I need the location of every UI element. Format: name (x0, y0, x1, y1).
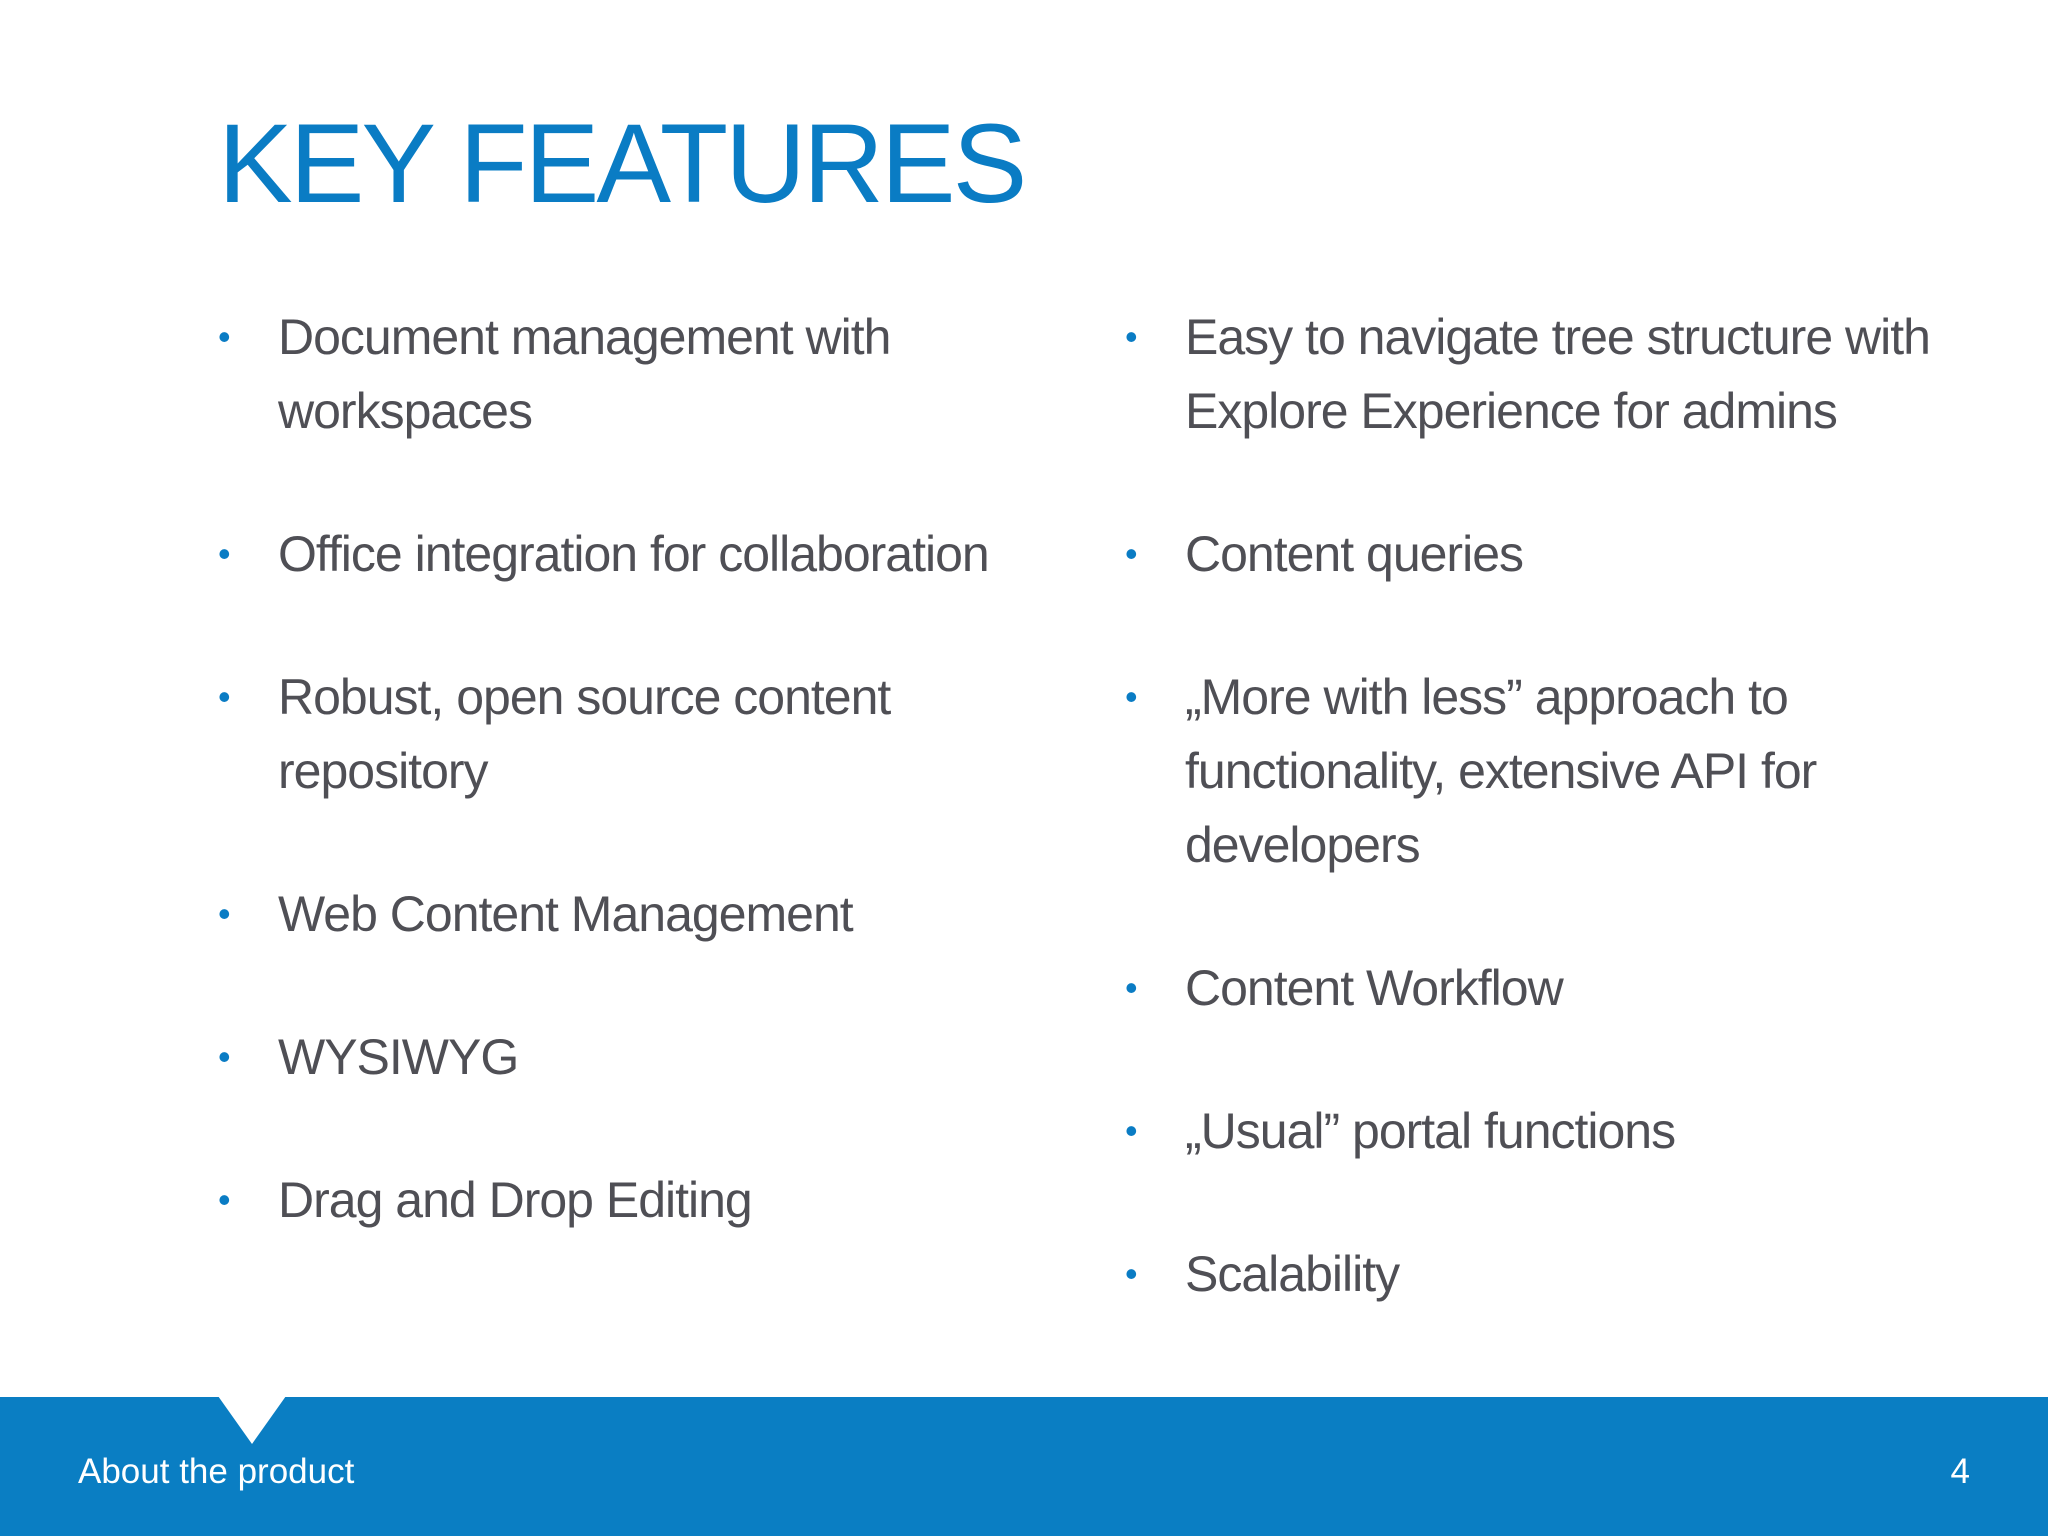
feature-text: Web Content Management (278, 886, 853, 942)
bullet-icon: • (218, 1179, 230, 1220)
bullet-icon: • (218, 1036, 230, 1077)
feature-text: WYSIWYG (278, 1029, 519, 1085)
feature-list-right (1125, 300, 2005, 1380)
feature-text: Content queries (1185, 526, 1524, 582)
page-number: 4 (1950, 1452, 1970, 1491)
bullet-icon: • (1125, 533, 1137, 574)
feature-text: Content Workflow (1185, 960, 1563, 1016)
list-item (1125, 517, 2005, 591)
bullet-icon: • (218, 533, 230, 574)
list-item (1125, 1237, 2005, 1311)
bullet-icon: • (1125, 967, 1137, 1008)
list-item (218, 1163, 1068, 1237)
feature-text: Scalability (1185, 1246, 1400, 1302)
feature-text: „More with less” approach to functionality, extensive API for developers (1185, 669, 1817, 873)
feature-text: „Usual” portal functions (1185, 1103, 1676, 1159)
bullet-icon: • (1125, 316, 1137, 357)
bullet-icon: • (1125, 1253, 1137, 1294)
bullet-icon: • (218, 893, 230, 934)
feature-text: Drag and Drop Editing (278, 1172, 752, 1228)
feature-text: Easy to navigate tree structure with Explore Experience for admins (1185, 309, 1930, 439)
footer-section-label: About the product (78, 1452, 355, 1491)
list-item (218, 660, 1068, 808)
bullet-icon: • (1125, 1110, 1137, 1151)
feature-list-left (218, 300, 1068, 1306)
bullet-icon: • (218, 676, 230, 717)
feature-text: Office integration for collaboration (278, 526, 989, 582)
list-item (1125, 951, 2005, 1025)
list-item (218, 1020, 1068, 1094)
list-item (218, 517, 1068, 591)
list-item (1125, 660, 2005, 882)
list-item (218, 877, 1068, 951)
feature-text: Document management with workspaces (278, 309, 891, 439)
list-item (218, 300, 1068, 448)
list-item (1125, 300, 2005, 448)
feature-text: Robust, open source content repository (278, 669, 891, 799)
list-item (1125, 1094, 2005, 1168)
slide-title: KEY FEATURES (218, 101, 1025, 226)
bullet-icon: • (1125, 676, 1137, 717)
footer-notch-icon (218, 1396, 286, 1444)
bullet-icon: • (218, 316, 230, 357)
